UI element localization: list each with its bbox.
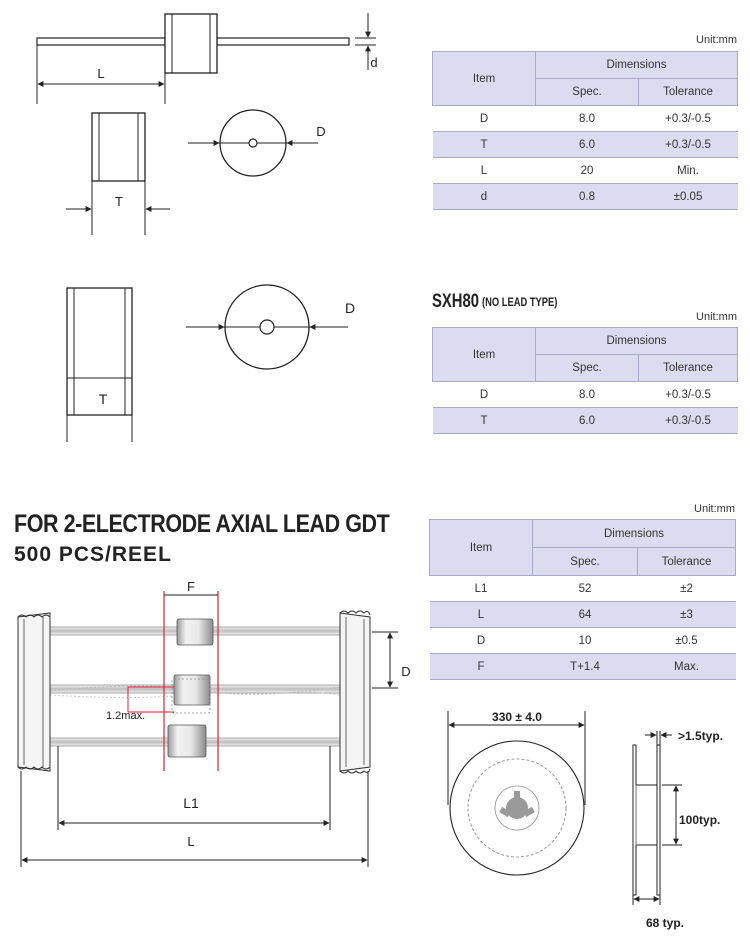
table2-cell-tolerance: +0.3/-0.5 — [639, 382, 738, 408]
table2-header-item: Item — [433, 328, 536, 382]
table3-cell-spec: 10 — [533, 628, 638, 654]
table1-header-spec: Spec. — [536, 79, 639, 106]
table-row — [430, 602, 736, 628]
table3-cell-item: D — [430, 628, 533, 654]
table2-cell-tolerance: +0.3/-0.5 — [639, 408, 738, 434]
table1-cell-spec: 8.0 — [536, 106, 639, 132]
table3 — [429, 519, 736, 680]
table-row — [433, 158, 738, 184]
table-row — [433, 408, 738, 434]
table1-header-tolerance: Tolerance — [639, 79, 738, 106]
dim-L-label: L — [97, 66, 105, 81]
dim-L-reel-label: L — [187, 834, 195, 849]
table3-cell-spec: 52 — [533, 576, 638, 602]
table2 — [432, 327, 738, 434]
reel-heading: FOR 2-ELECTRODE AXIAL LEAD GDT — [14, 510, 390, 538]
table2-cell-item: T — [433, 408, 536, 434]
dim-max-gap-label: 1.2max. — [106, 710, 146, 722]
table3-header-spec: Spec. — [533, 548, 638, 576]
table1-cell-item: D — [433, 106, 536, 132]
dim-D2-label: D — [344, 300, 356, 316]
table-row — [430, 654, 736, 680]
table-row — [433, 184, 738, 210]
table3-cell-spec: 64 — [533, 602, 638, 628]
table-row — [433, 132, 738, 158]
table-row — [433, 106, 738, 132]
dim-d-label: d — [370, 55, 378, 70]
table2-subtitle: (NO LEAD TYPE) — [482, 295, 558, 309]
dim-T2-label: T — [98, 391, 108, 407]
dim-T-label: T — [115, 194, 123, 209]
table2-cell-item: D — [433, 382, 536, 408]
table1-cell-tolerance: ±0.05 — [639, 184, 738, 210]
table3-unit: Unit:mm — [694, 503, 735, 515]
table3-cell-spec: T+1.4 — [533, 654, 638, 680]
table3-cell-tolerance: ±2 — [638, 576, 736, 602]
dim-L1-label: L1 — [183, 795, 199, 811]
dim-hub-label: 100typ. — [679, 813, 721, 827]
table3-cell-tolerance: ±0.5 — [638, 628, 736, 654]
table3-header-item: Item — [430, 520, 533, 576]
reel-tape-diagram — [0, 575, 420, 885]
table3-cell-item: L1 — [430, 576, 533, 602]
table1-cell-spec: 6.0 — [536, 132, 639, 158]
table2-header-dimensions: Dimensions — [536, 328, 738, 355]
table3-header-tolerance: Tolerance — [638, 548, 736, 576]
axial-gdt-diagram — [0, 0, 390, 240]
table1-header-item: Item — [433, 52, 536, 106]
table2-unit: Unit:mm — [696, 311, 737, 323]
table2-title: SXH80 — [432, 291, 479, 312]
table2-cell-spec: 8.0 — [536, 382, 639, 408]
table3-cell-tolerance: Max. — [638, 654, 736, 680]
dim-D3-label: D — [401, 664, 411, 679]
table1-cell-spec: 0.8 — [536, 184, 639, 210]
table1-cell-tolerance: +0.3/-0.5 — [639, 132, 738, 158]
dim-width-label: 68 typ. — [645, 916, 685, 930]
dim-flange-label: >1.5typ. — [678, 729, 724, 743]
table1-cell-spec: 20 — [536, 158, 639, 184]
reel-subheading: 500 PCS/REEL — [14, 543, 172, 566]
table1 — [432, 51, 738, 210]
table1-cell-item: L — [433, 158, 536, 184]
table2-cell-spec: 6.0 — [536, 408, 639, 434]
dim-F-label: F — [187, 579, 195, 594]
table-row — [433, 382, 738, 408]
dim-D-label: D — [316, 124, 326, 139]
table1-cell-tolerance: Min. — [639, 158, 738, 184]
table3-header-dimensions: Dimensions — [533, 520, 736, 548]
table-row — [430, 576, 736, 602]
table2-header-tolerance: Tolerance — [639, 355, 738, 382]
table3-cell-tolerance: ±3 — [638, 602, 736, 628]
table3-cell-item: L — [430, 602, 533, 628]
table-row — [430, 628, 736, 654]
reel-drawing — [440, 705, 750, 945]
no-lead-diagram — [0, 270, 390, 450]
table1-cell-item: d — [433, 184, 536, 210]
table1-cell-tolerance: +0.3/-0.5 — [639, 106, 738, 132]
table1-cell-item: T — [433, 132, 536, 158]
dim-reel-diameter-label: 330 ± 4.0 — [492, 710, 542, 724]
table1-unit: Unit:mm — [696, 34, 737, 46]
table2-header-spec: Spec. — [536, 355, 639, 382]
table1-header-dimensions: Dimensions — [536, 52, 738, 79]
table3-cell-item: F — [430, 654, 533, 680]
